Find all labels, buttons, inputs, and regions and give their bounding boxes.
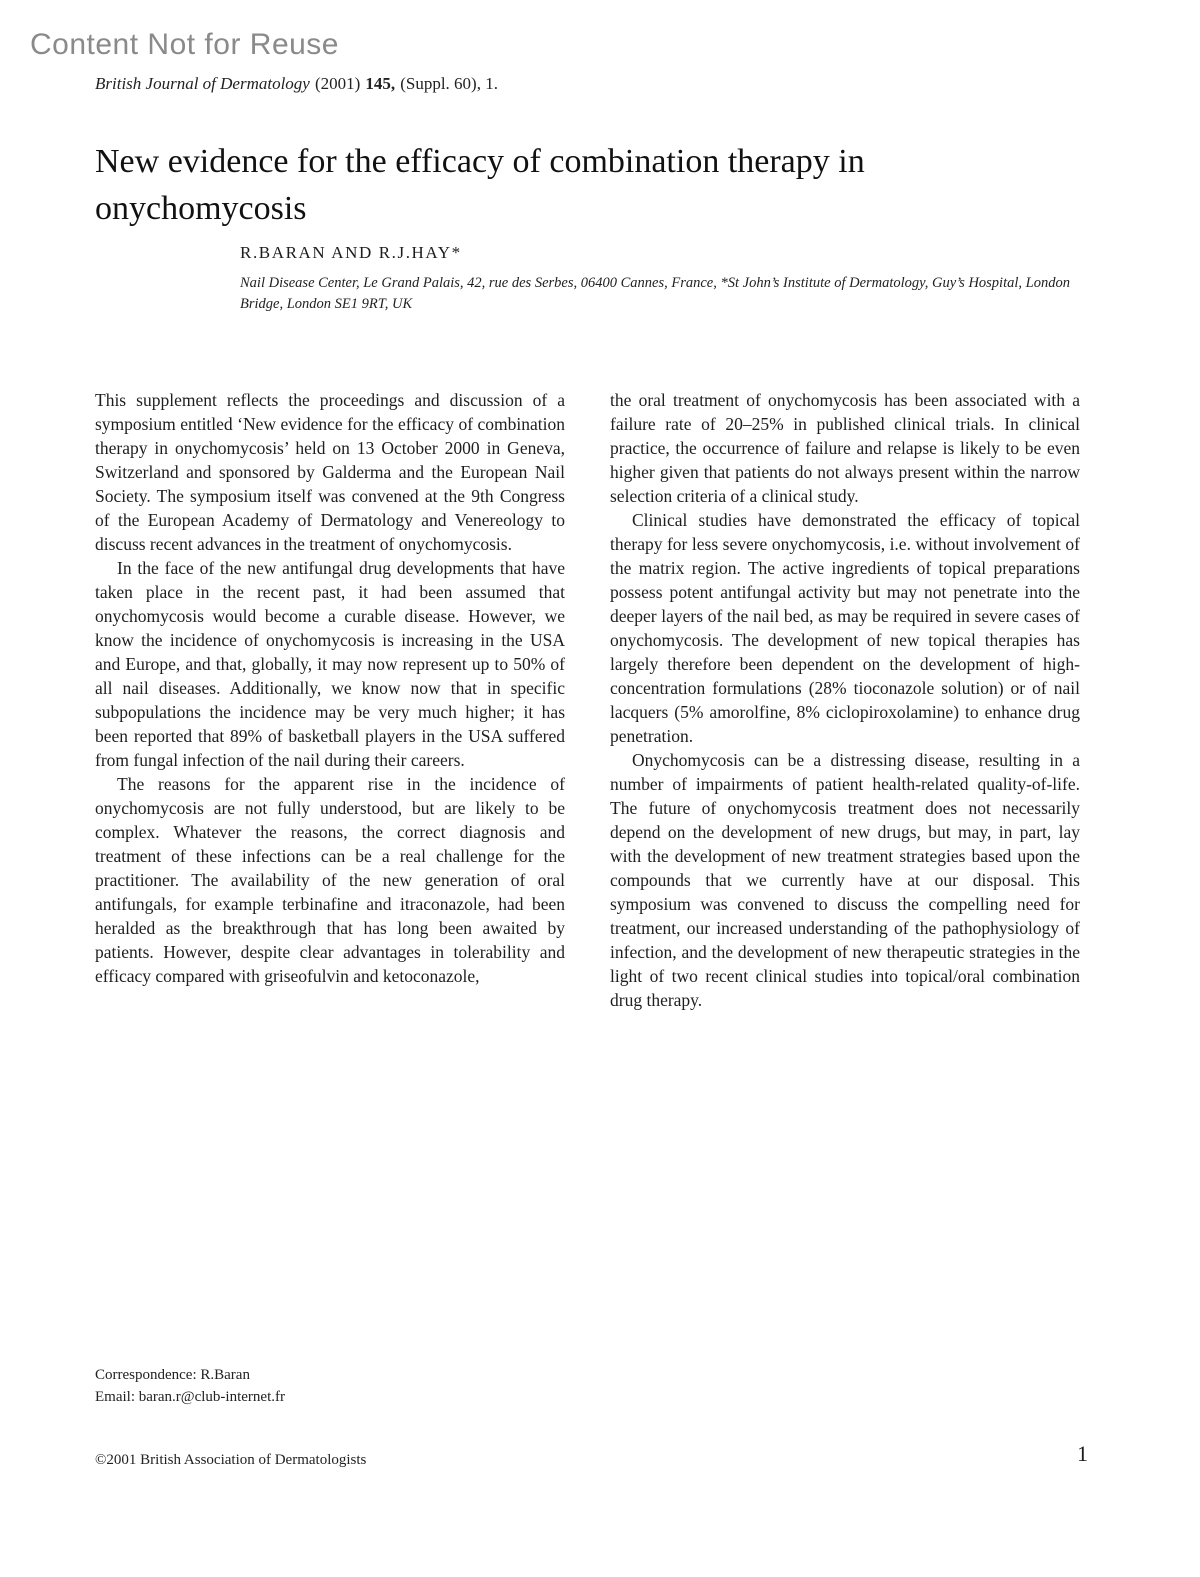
- journal-name: British Journal of Dermatology: [95, 74, 310, 93]
- article-title: New evidence for the efficacy of combination therapy in onychomycosis: [95, 143, 865, 227]
- body-paragraph: Onychomycosis can be a distressing disease, resulting in a number of impairments of patient health-related quality-of-life. The future of onychomycosis treatment does not necessarily depend on the development of new drugs, but may, in part, lay with the development of new treatment strategies based upon the compounds that we currently have at our disposal. This symposium was convened to discuss the compelling need for treatment, our increased understanding of the pathophysiology of infection, and the development of new therapeutic strategies in the light of two recent clinical studies into topical/oral combination drug therapy.: [610, 750, 1080, 1010]
- citation-volume: 145,: [365, 74, 396, 93]
- correspondence-block: [95, 1364, 285, 1408]
- left-column: [95, 388, 565, 1012]
- correspondence-line: Correspondence: R.Baran: [95, 1367, 250, 1383]
- content-not-for-reuse-watermark: Content Not for Reuse: [30, 28, 339, 61]
- article-affiliation: Nail Disease Center, Le Grand Palais, 42, rue des Serbes, 06400 Cannes, France, *St John’s Institute of Dermatology, Guy’s Hospital, London Bridge, London SE1 9RT, UK: [240, 275, 1070, 312]
- correspondence-email: Email: baran.r@club-internet.fr: [95, 1389, 285, 1405]
- body-paragraph: The reasons for the apparent rise in the incidence of onychomycosis are not fully understood, but are likely to be complex. Whatever the reasons, the correct diagnosis and treatment of these infections can be a real challenge for the practitioner. The availability of the new generation of oral antifungals, for example terbinafine and itraconazole, had been heralded as the breakthrough that has long been awaited by patients. However, despite clear advantages in tolerability and efficacy compared with griseofulvin and ketoconazole,: [95, 774, 565, 986]
- right-column: [610, 388, 1080, 1012]
- body-paragraph: Clinical studies have demonstrated the efficacy of topical therapy for less severe onychomycosis, i.e. without involvement of the matrix region. The active ingredients of topical preparations possess potent antifungal activity but may not penetrate into the deeper layers of the nail bed, as may be required in severe cases of onychomycosis. The development of new topical therapies has largely therefore been dependent on the development of high-concentration formulations (28% tioconazole solution) or of nail lacquers (5% amorolfine, 8% ciclopiroxolamine) to enhance drug penetration.: [610, 510, 1080, 746]
- article-body: [95, 388, 1080, 1012]
- citation-supplement: (Suppl. 60), 1.: [400, 74, 498, 93]
- page-number: 1: [1077, 1441, 1088, 1466]
- citation-year: (2001): [314, 74, 361, 93]
- body-paragraph: This supplement reflects the proceedings and discussion of a symposium entitled ‘New evidence for the efficacy of combination therapy in onychomycosis’ held on 13 October 2000 in Geneva, Switzerland and sponsored by Galderma and the European Nail Society. The symposium itself was convened at the 9th Congress of the European Academy of Dermatology and Venereology to discuss recent advances in the treatment of onychomycosis.: [95, 390, 565, 554]
- journal-citation: [95, 74, 498, 94]
- body-paragraph: the oral treatment of onychomycosis has been associated with a failure rate of 20–25% in published clinical trials. In clinical practice, the occurrence of failure and relapse is likely to be even higher given that patients do not always present within the narrow selection criteria of a clinical study.: [610, 390, 1080, 506]
- article-authors: R.BARAN AND R.J.HAY*: [240, 243, 462, 262]
- copyright-line: ©2001 British Association of Dermatologists: [95, 1452, 367, 1468]
- body-paragraph: In the face of the new antifungal drug developments that have taken place in the recent past, it had been assumed that onychomycosis would become a curable disease. However, we know the incidence of onychomycosis is increasing in the USA and Europe, and that, globally, it may now represent up to 50% of all nail diseases. Additionally, we know now that in specific subpopulations the incidence may be very much higher; it has been reported that 89% of basketball players in the USA suffered from fungal infection of the nail during their careers.: [95, 558, 565, 770]
